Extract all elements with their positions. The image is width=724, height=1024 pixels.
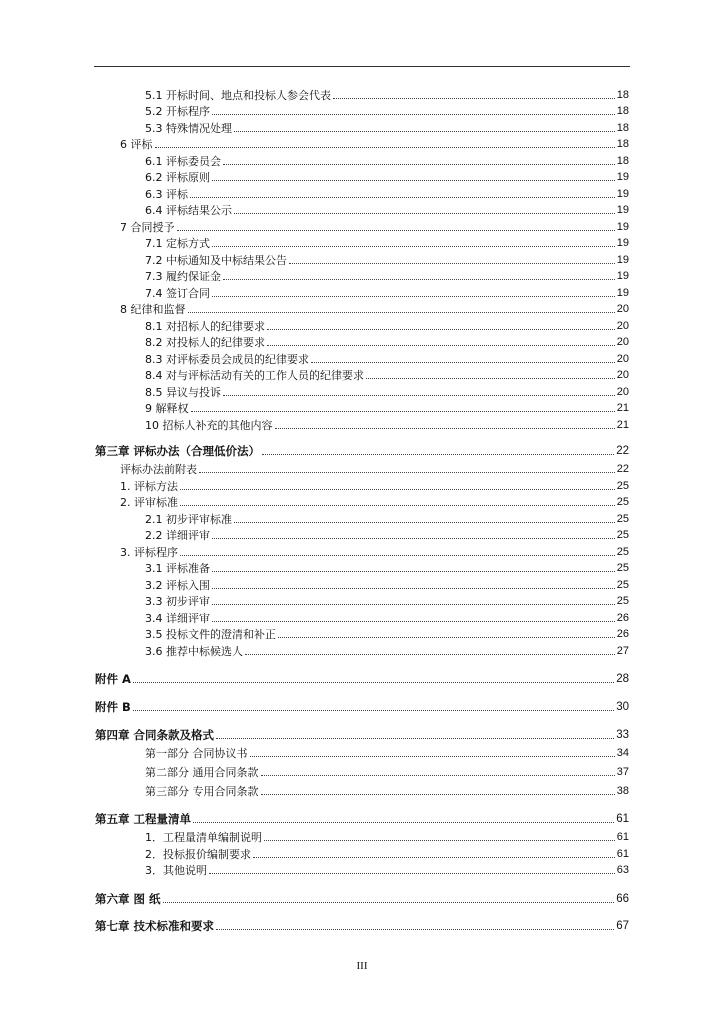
toc-entry-page: 19	[616, 171, 629, 183]
dot-leader	[366, 378, 615, 379]
toc-entry[interactable]	[145, 237, 629, 250]
dot-leader	[212, 246, 615, 247]
dot-leader	[212, 538, 615, 539]
toc-entry-label: 3.6 推荐中标候选人	[145, 645, 243, 658]
toc-entry[interactable]	[145, 122, 629, 135]
dot-leader	[223, 279, 615, 280]
dot-leader	[190, 197, 615, 198]
toc-entry-label: 3.3 初步评审	[145, 595, 210, 608]
dot-leader	[253, 857, 615, 858]
toc-entry-label: 9 解释权	[145, 402, 189, 415]
toc-entry-label: 3．其他说明	[145, 864, 207, 877]
toc-entry-page: 26	[616, 612, 629, 624]
toc-entry-page: 25	[616, 579, 629, 591]
toc-entry-label: 第三章 评标办法（合理低价法）	[95, 444, 261, 458]
page-number: III	[356, 960, 368, 972]
toc-entry-page: 25	[616, 562, 629, 574]
toc-entry[interactable]	[145, 320, 629, 333]
toc-entry-page: 25	[616, 513, 629, 525]
dot-leader	[234, 213, 615, 214]
toc-entry-label: 2.2 详细评审	[145, 529, 210, 542]
toc-entry-label: 第一部分 合同协议书	[145, 747, 248, 760]
dot-leader	[212, 571, 615, 572]
dot-leader	[245, 654, 615, 655]
dot-leader	[275, 428, 615, 429]
toc-entry-page: 67	[616, 920, 629, 932]
toc-entry-page: 27	[616, 645, 629, 657]
toc-entry[interactable]	[145, 270, 629, 283]
dot-leader	[223, 164, 615, 165]
toc-entry[interactable]	[145, 529, 629, 542]
toc-entry-label: 第四章 合同条款及格式	[95, 728, 215, 742]
toc-entry-page: 21	[616, 419, 629, 431]
toc-entry[interactable]	[120, 463, 629, 476]
dot-leader	[212, 180, 615, 181]
toc-entry-page: 28	[616, 673, 629, 685]
toc-entry-page: 33	[616, 729, 629, 741]
toc-entry-page: 20	[616, 369, 629, 381]
toc-entry[interactable]	[145, 513, 629, 526]
dot-leader	[250, 756, 615, 757]
dot-leader	[234, 131, 615, 132]
toc-entry[interactable]	[145, 386, 629, 399]
dot-leader	[177, 230, 615, 231]
toc-chapter-entry[interactable]	[95, 445, 629, 458]
toc-entry-page: 61	[616, 848, 629, 860]
toc-entry-label: 2．投标报价编制要求	[145, 848, 251, 861]
toc-entry[interactable]	[120, 496, 629, 509]
toc-entry-page: 19	[616, 221, 629, 233]
toc-entry[interactable]	[120, 480, 629, 493]
toc-chapter-entry[interactable]	[95, 920, 629, 933]
toc-entry-page: 61	[616, 831, 629, 843]
dot-leader	[188, 312, 615, 313]
toc-entry-page: 20	[616, 336, 629, 348]
toc-entry-page: 20	[616, 320, 629, 332]
dot-leader	[223, 395, 615, 396]
dot-leader	[133, 710, 614, 711]
toc-entry-label: 附件 A	[95, 672, 131, 686]
toc-entry[interactable]	[145, 595, 629, 608]
toc-entry-label: 8.2 对投标人的纪律要求	[145, 336, 265, 349]
dot-leader	[333, 98, 615, 99]
toc-entry-page: 34	[616, 747, 629, 759]
toc-entry-label: 第五章 工程量清单	[95, 812, 192, 826]
toc-entry-label: 6.3 评标	[145, 188, 188, 201]
toc-entry-label: 6.1 评标委员会	[145, 155, 221, 168]
toc-entry-label: 1. 评标方法	[120, 480, 178, 493]
dot-leader	[212, 604, 615, 605]
dot-leader	[180, 505, 615, 506]
dot-leader	[212, 621, 615, 622]
toc-entry-label: 7.4 签订合同	[145, 287, 210, 300]
toc-entry[interactable]	[145, 336, 629, 349]
toc-entry-page: 37	[616, 766, 629, 778]
dot-leader	[133, 682, 614, 683]
toc-entry-label: 3. 评标程序	[120, 546, 178, 559]
toc-entry-label: 10 招标人补充的其他内容	[145, 419, 273, 432]
toc-entry-label: 第六章 图 纸	[95, 892, 161, 906]
toc-entry-page: 25	[616, 595, 629, 607]
toc-entry-page: 21	[616, 402, 629, 414]
toc-entry-label: 7.2 中标通知及中标结果公告	[145, 254, 287, 267]
toc-entry-page: 26	[616, 628, 629, 640]
toc-entry-label: 8.3 对评标委员会成员的纪律要求	[145, 353, 309, 366]
toc-entry-page: 18	[616, 105, 629, 117]
toc-entry-label: 3.4 详细评审	[145, 612, 210, 625]
dot-leader	[180, 489, 615, 490]
dot-leader	[264, 840, 615, 841]
toc-entry-label: 2.1 初步评审标准	[145, 513, 232, 526]
dot-leader	[163, 902, 615, 903]
toc-entry[interactable]	[145, 579, 629, 592]
toc-chapter-entry[interactable]	[95, 673, 629, 686]
toc-entry[interactable]	[145, 766, 629, 779]
toc-entry-label: 8.1 对招标人的纪律要求	[145, 320, 265, 333]
toc-entry[interactable]	[145, 188, 629, 201]
toc-entry[interactable]	[145, 254, 629, 267]
toc-entry-label: 8.5 异议与投诉	[145, 386, 221, 399]
toc-entry-label: 3.2 评标入围	[145, 579, 210, 592]
toc-entry-page: 20	[616, 386, 629, 398]
toc-entry-label: 第二部分 通用合同条款	[145, 766, 259, 779]
toc-entry-label: 5.1 开标时间、地点和投标人参会代表	[145, 89, 331, 102]
dot-leader	[199, 472, 615, 473]
toc-entry-page: 19	[616, 188, 629, 200]
toc-entry[interactable]	[145, 353, 629, 366]
dot-leader	[193, 822, 614, 823]
toc-entry-page: 30	[616, 701, 629, 713]
toc-entry[interactable]	[120, 546, 629, 559]
toc-entry[interactable]	[145, 89, 629, 102]
dot-leader	[278, 637, 615, 638]
toc-entry[interactable]	[120, 303, 629, 316]
toc-entry-label: 3.5 投标文件的澄清和补正	[145, 628, 276, 641]
toc-entry-label: 1．工程量清单编制说明	[145, 831, 262, 844]
toc-entry-label: 7.1 定标方式	[145, 237, 210, 250]
toc-entry[interactable]	[145, 785, 629, 798]
toc-entry-label: 附件 B	[95, 700, 131, 714]
toc-entry[interactable]	[145, 171, 629, 184]
toc-entry-page: 20	[616, 353, 629, 365]
dot-leader	[216, 929, 614, 930]
toc-entry[interactable]	[145, 628, 629, 641]
toc-entry-label: 第七章 技术标准和要求	[95, 919, 215, 933]
toc-entry-page: 18	[616, 89, 629, 101]
dot-leader	[261, 794, 615, 795]
toc-entry[interactable]	[145, 287, 629, 300]
dot-leader	[191, 411, 615, 412]
toc-entry-page: 18	[616, 122, 629, 134]
toc-entry-page: 25	[616, 529, 629, 541]
toc-entry-label: 7.3 履约保证金	[145, 270, 221, 283]
toc-entry-page: 19	[616, 204, 629, 216]
toc-entry-label: 第三部分 专用合同条款	[145, 785, 259, 798]
dot-leader	[212, 114, 615, 115]
toc-entry-label: 2. 评审标准	[120, 496, 178, 509]
dot-leader	[261, 775, 615, 776]
dot-leader	[311, 362, 615, 363]
toc-entry-label: 3.1 评标准备	[145, 562, 210, 575]
dot-leader	[216, 738, 614, 739]
toc-entry[interactable]	[145, 645, 629, 658]
toc-entry[interactable]	[145, 848, 629, 861]
toc-entry[interactable]	[145, 612, 629, 625]
toc-entry-label: 6 评标	[120, 138, 153, 151]
toc-chapter-entry[interactable]	[95, 729, 629, 742]
toc-entry-page: 19	[616, 254, 629, 266]
toc-entry[interactable]	[145, 105, 629, 118]
dot-leader	[262, 454, 614, 455]
toc-entry-page: 63	[616, 864, 629, 876]
dot-leader	[212, 588, 615, 589]
toc-entry-page: 19	[616, 270, 629, 282]
toc-entry[interactable]	[145, 402, 629, 415]
toc-entry-page: 18	[616, 138, 629, 150]
toc-entry-label: 5.3 特殊情况处理	[145, 122, 232, 135]
toc-entry-label: 8 纪律和监督	[120, 303, 186, 316]
toc-entry-page: 19	[616, 287, 629, 299]
toc-entry[interactable]	[145, 204, 629, 217]
toc-entry-label: 5.2 开标程序	[145, 105, 210, 118]
toc-chapter-entry[interactable]	[95, 893, 629, 906]
dot-leader	[267, 345, 615, 346]
toc-entry-page: 25	[616, 480, 629, 492]
toc-entry-page: 61	[616, 813, 629, 825]
toc-entry[interactable]	[145, 419, 629, 432]
toc-entry[interactable]	[145, 155, 629, 168]
toc-entry[interactable]	[145, 747, 629, 760]
toc-entry-label: 6.4 评标结果公示	[145, 204, 232, 217]
toc-entry-page: 22	[616, 445, 629, 457]
dot-leader	[180, 555, 615, 556]
dot-leader	[289, 263, 615, 264]
toc-entry-page: 25	[616, 496, 629, 508]
toc-entry[interactable]	[145, 369, 629, 382]
dot-leader	[155, 147, 615, 148]
toc-entry[interactable]	[120, 221, 629, 234]
dot-leader	[212, 296, 615, 297]
toc-entry-page: 25	[616, 546, 629, 558]
toc-entry[interactable]	[120, 138, 629, 151]
toc-entry-label: 8.4 对与评标活动有关的工作人员的纪律要求	[145, 369, 364, 382]
toc-entry-label: 评标办法前附表	[120, 463, 197, 476]
toc-chapter-entry[interactable]	[95, 813, 629, 826]
toc-entry-label: 7 合同授予	[120, 221, 175, 234]
toc-entry-page: 18	[616, 155, 629, 167]
header-rule	[94, 66, 630, 67]
dot-leader	[209, 873, 615, 874]
dot-leader	[267, 329, 615, 330]
toc-entry-label: 6.2 评标原则	[145, 171, 210, 184]
toc-entry-page: 20	[616, 303, 629, 315]
toc-entry[interactable]	[145, 831, 629, 844]
toc-entry-page: 19	[616, 237, 629, 249]
toc-chapter-entry[interactable]	[95, 701, 629, 714]
toc-entry[interactable]	[145, 864, 629, 877]
dot-leader	[234, 522, 615, 523]
toc-entry[interactable]	[145, 562, 629, 575]
toc-entry-page: 66	[616, 893, 629, 905]
toc-entry-page: 38	[616, 785, 629, 797]
toc-entry-page: 22	[616, 463, 629, 475]
